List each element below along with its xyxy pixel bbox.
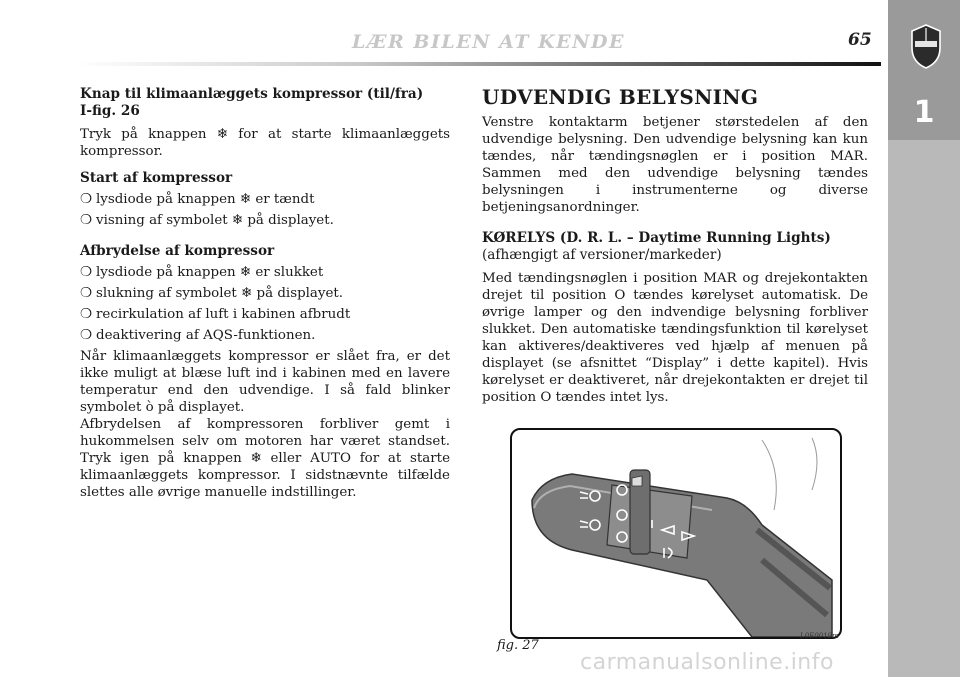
- lighting-intro: Venstre kontaktarm betjener størstedelen af den udvendige belysning. Den udvendige belysning kan kun tændes, når tændingsnøglen er i position MAR. Sammen med den udvendige belysning tændes belysningen i instrumenterne og diverse betjeningsanordninger.: [482, 115, 868, 215]
- right-column: [482, 86, 868, 406]
- section-title: UDVENDIG BELYSNING: [482, 85, 759, 109]
- lancia-logo-icon: [908, 22, 944, 70]
- light-stalk-drawing: [512, 430, 840, 637]
- bullet-icon: ❍: [80, 213, 93, 228]
- drl-description: Med tændingsnøglen i position MAR og drejekontakten drejet til position O tændes kørelyset automatisk. De øvrige lamper og den indvendige belysning forbliver slukket. Den automatiske tændingsfunktion til kørelyset kan aktiveres/deaktiveres ved hjælp af menuen på displayet (se afsnittet “Display” i dette kapitel). Hvis kørelyset er deaktiveret, når drejekontakten er drejet til position O tændes intet lys.: [482, 271, 868, 405]
- list-item: ❍ lysdiode på knappen ❄ er slukket: [80, 265, 324, 280]
- header-rule: [78, 62, 881, 66]
- chapter-number: 1: [913, 95, 935, 130]
- drl-note: (afhængigt af versioner/markeder): [482, 247, 722, 263]
- heading-compressor-button: Knap til klimaanlæggets kompressor (til/fra): [80, 86, 424, 102]
- list-item: ❍ recirkulation af luft i kabinen afbrudt: [80, 307, 351, 322]
- left-column: [80, 86, 450, 501]
- compressor-intro: Tryk på knappen ❄ for at starte klimaanlæggets kompressor.: [80, 127, 450, 159]
- sidebar-bottom-block: [888, 140, 960, 677]
- page-number: 65: [848, 30, 872, 50]
- list-item: ❍ visning af symbolet ❄ på displayet.: [80, 213, 334, 228]
- list-item: ❍ deaktivering af AQS-funktionen.: [80, 328, 316, 343]
- figure-caption: fig. 27: [497, 638, 539, 653]
- watermark: carmanualsonline.info: [580, 650, 834, 675]
- heading-drl: KØRELYS (D. R. L. – Daytime Running Lights): [482, 230, 831, 246]
- compressor-off-note: Når klimaanlæggets kompressor er slået fra, er det ikke muligt at blæse luft ind i kabinen med en lavere temperatur end den udvendige. I så fald blinker symbolet ò på displayet.: [80, 349, 450, 415]
- bullet-icon: ❍: [80, 328, 93, 343]
- header-title: LÆR BILEN AT KENDE: [352, 31, 625, 53]
- compressor-memory-note: Afbrydelsen af kompressoren forbliver gemt i hukommelsen selv om motoren har været standset. Tryk igen på knappen ❄ eller AUTO for at starte klimaanlæggets kompressor. I sidstnævnte tilfælde slettes alle øvrige manuelle indstillinger.: [80, 417, 450, 500]
- bullet-icon: ❍: [80, 286, 93, 301]
- list-item: ❍ lysdiode på knappen ❄ er tændt: [80, 192, 315, 207]
- bullet-icon: ❍: [80, 265, 93, 280]
- heading-start: Start af kompressor: [80, 170, 233, 186]
- bullet-icon: ❍: [80, 192, 93, 207]
- bullet-icon: ❍: [80, 307, 93, 322]
- list-item: ❍ slukning af symbolet ❄ på displayet.: [80, 286, 344, 301]
- figure-code: L0E0019m: [800, 632, 839, 640]
- chapter-sidebar: [888, 0, 960, 677]
- heading-stop: Afbrydelse af kompressor: [80, 243, 275, 259]
- figure-stalk-illustration: [510, 428, 842, 639]
- heading-figure-ref: I-fig. 26: [80, 103, 140, 119]
